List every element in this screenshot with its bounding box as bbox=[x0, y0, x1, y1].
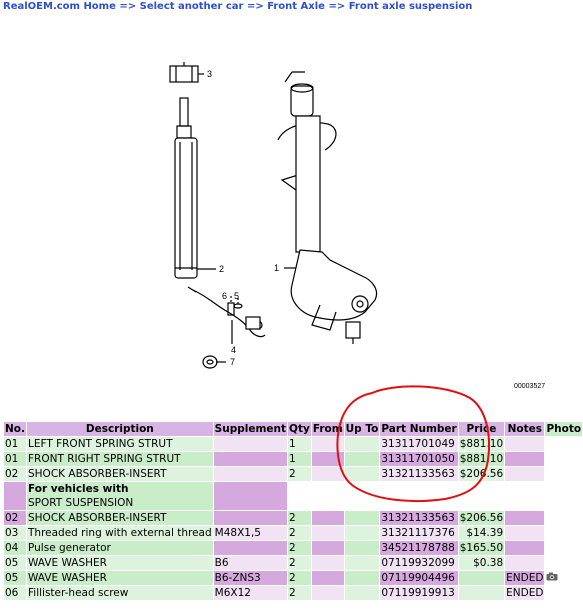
cell-description: SHOCK ABSORBER-INSERT bbox=[27, 467, 213, 481]
cell-from bbox=[312, 586, 344, 600]
group-spacer bbox=[288, 482, 582, 510]
cell-price: $881.10 bbox=[459, 438, 504, 450]
cell-price: $881.10 bbox=[459, 453, 504, 465]
cell-price: $165.50 bbox=[459, 542, 504, 554]
cell-supplement bbox=[214, 511, 287, 525]
cell-upto bbox=[345, 437, 380, 451]
cell-notes bbox=[505, 526, 544, 540]
cell-supplement: B6 bbox=[214, 556, 287, 570]
column-header-part-number: Part Number bbox=[381, 423, 457, 435]
cell-part-number[interactable]: 07119919913 bbox=[380, 586, 457, 600]
group-header-label bbox=[27, 482, 213, 510]
parts-table bbox=[3, 421, 583, 601]
cell-supplement bbox=[214, 452, 287, 466]
cell-no: 01 bbox=[4, 437, 26, 451]
group-header-line1: For vehicles with bbox=[28, 483, 129, 495]
table-row[interactable] bbox=[4, 437, 582, 451]
cell-no: 05 bbox=[4, 571, 26, 585]
cell-part-number[interactable]: 31321117376 bbox=[380, 526, 457, 540]
group-spacer bbox=[214, 482, 287, 510]
cell-qty: 2 bbox=[288, 511, 311, 525]
column-header-supplement: Supplement bbox=[214, 423, 287, 435]
callout-6: 6 bbox=[222, 291, 228, 301]
cell-photo[interactable] bbox=[545, 571, 582, 585]
cell-no: 04 bbox=[4, 541, 26, 555]
cell-description: SHOCK ABSORBER-INSERT bbox=[27, 511, 213, 525]
table-row[interactable] bbox=[4, 586, 582, 600]
cell-upto bbox=[345, 511, 380, 525]
column-header-from: From bbox=[312, 423, 343, 435]
cell-supplement: M6X12 bbox=[214, 586, 287, 600]
cell-description: WAVE WASHER bbox=[27, 571, 213, 585]
callout-7: 7 bbox=[230, 357, 236, 367]
table-row[interactable] bbox=[4, 571, 582, 585]
table-row[interactable] bbox=[4, 452, 582, 466]
cell-description: FRONT RIGHT SPRING STRUT bbox=[27, 452, 213, 466]
cell-from bbox=[312, 452, 344, 466]
cell-upto bbox=[345, 452, 380, 466]
cell-part-number[interactable]: 07119904496 bbox=[380, 571, 457, 585]
cell-notes: ENDED bbox=[506, 572, 544, 584]
cell-no: 06 bbox=[4, 586, 26, 600]
cell-upto bbox=[345, 526, 380, 540]
column-header-qty: Qty bbox=[289, 423, 310, 435]
cell-supplement bbox=[214, 467, 287, 481]
cell-from bbox=[312, 467, 344, 481]
cell-notes bbox=[505, 511, 544, 525]
cell-photo bbox=[545, 526, 582, 540]
cell-upto bbox=[345, 556, 380, 570]
breadcrumb bbox=[3, 1, 472, 12]
cell-upto bbox=[345, 541, 380, 555]
cell-description: Fillister-head screw bbox=[27, 586, 213, 600]
cell-part-number[interactable]: 31321133563 bbox=[380, 511, 457, 525]
table-header-row bbox=[4, 422, 582, 436]
callout-5: 5 bbox=[234, 291, 240, 301]
breadcrumb-subgroup-link[interactable]: Front axle suspension bbox=[348, 1, 473, 12]
breadcrumb-group-link[interactable]: Front Axle bbox=[267, 1, 325, 12]
shock-absorber-part bbox=[175, 98, 197, 278]
cell-qty: 2 bbox=[288, 586, 311, 600]
cell-from bbox=[312, 541, 344, 555]
top-mount-part bbox=[170, 62, 198, 82]
cell-qty: 2 bbox=[288, 467, 311, 481]
cell-from bbox=[312, 437, 344, 451]
cell-no: 01 bbox=[4, 452, 26, 466]
diagram-code: 00003527 bbox=[514, 383, 546, 390]
cell-photo bbox=[545, 586, 582, 600]
cell-qty: 2 bbox=[288, 526, 311, 540]
cell-from bbox=[312, 556, 344, 570]
cell-price bbox=[459, 571, 504, 585]
cell-from bbox=[312, 526, 344, 540]
table-row[interactable] bbox=[4, 526, 582, 540]
cell-notes bbox=[505, 437, 544, 451]
cell-supplement bbox=[214, 541, 287, 555]
cell-notes bbox=[505, 541, 544, 555]
cell-notes bbox=[505, 467, 544, 481]
cell-upto bbox=[345, 467, 380, 481]
cell-photo bbox=[545, 541, 582, 555]
cell-no: 05 bbox=[4, 556, 26, 570]
callout-3: 3 bbox=[207, 69, 213, 79]
cell-part-number[interactable]: 31311701050 bbox=[380, 452, 457, 466]
breadcrumb-select-car-link[interactable]: Select another car bbox=[139, 1, 244, 12]
breadcrumb-separator: => bbox=[119, 1, 137, 12]
cell-part-number[interactable]: 31321133563 bbox=[380, 467, 457, 481]
group-header-line2: SPORT SUSPENSION bbox=[28, 497, 134, 509]
cell-description: Threaded ring with external thread bbox=[28, 527, 212, 539]
table-row[interactable] bbox=[4, 556, 582, 570]
cell-notes: ENDED bbox=[506, 587, 544, 599]
spring-strut-part bbox=[278, 72, 377, 344]
cell-no: 02 bbox=[4, 511, 26, 525]
group-spacer bbox=[4, 482, 26, 510]
cell-description: WAVE WASHER bbox=[27, 556, 213, 570]
cell-qty: 2 bbox=[288, 541, 311, 555]
cell-photo bbox=[545, 556, 582, 570]
column-header-price: Price bbox=[459, 422, 504, 436]
cell-price: $0.38 bbox=[459, 556, 504, 570]
cell-photo bbox=[545, 452, 582, 466]
cell-part-number[interactable]: 34521178788 bbox=[380, 541, 457, 555]
cell-description: Pulse generator bbox=[27, 541, 213, 555]
cell-price: $206.56 bbox=[459, 468, 504, 480]
cell-photo bbox=[545, 467, 582, 481]
callout-1: 1 bbox=[274, 263, 280, 273]
callout-2: 2 bbox=[219, 264, 225, 274]
cell-price bbox=[459, 586, 504, 600]
cell-qty: 2 bbox=[288, 556, 311, 570]
cell-upto bbox=[345, 586, 380, 600]
cell-part-number[interactable]: 07119932099 bbox=[380, 556, 457, 570]
cell-photo bbox=[545, 437, 582, 451]
cell-price: $14.39 bbox=[459, 526, 504, 540]
cell-photo bbox=[545, 511, 582, 525]
breadcrumb-home-link[interactable]: RealOEM.com Home bbox=[3, 1, 116, 12]
callout-4: 4 bbox=[231, 345, 237, 355]
cell-upto bbox=[345, 571, 380, 585]
cell-no: 02 bbox=[4, 467, 26, 481]
group-header-row bbox=[4, 482, 582, 510]
column-header-photo: Photo bbox=[546, 423, 582, 435]
column-header-upto: Up To bbox=[345, 423, 379, 435]
cell-notes bbox=[505, 556, 544, 570]
table-row[interactable] bbox=[4, 511, 582, 525]
column-header-notes: Notes bbox=[505, 422, 544, 436]
breadcrumb-separator: => bbox=[246, 1, 264, 12]
breadcrumb-separator: => bbox=[328, 1, 346, 12]
cell-supplement: M48X1,5 bbox=[214, 526, 287, 540]
cell-description: LEFT FRONT SPRING STRUT bbox=[27, 437, 213, 451]
cell-qty: 1 bbox=[288, 437, 311, 451]
cell-price: $206.56 bbox=[459, 512, 504, 524]
cell-from bbox=[312, 511, 344, 525]
column-header-no: No. bbox=[5, 423, 25, 435]
column-header-description: Description bbox=[27, 422, 213, 436]
table-row[interactable] bbox=[4, 467, 582, 481]
cell-notes bbox=[505, 452, 544, 466]
camera-icon[interactable] bbox=[546, 572, 558, 581]
cell-qty: 2 bbox=[288, 571, 311, 585]
parts-diagram[interactable] bbox=[160, 50, 560, 400]
cell-part-number[interactable]: 31311701049 bbox=[380, 437, 457, 451]
cell-qty: 1 bbox=[288, 452, 311, 466]
grommet-part bbox=[203, 356, 217, 368]
table-row[interactable] bbox=[4, 541, 582, 555]
cell-supplement bbox=[214, 437, 287, 451]
cell-no: 03 bbox=[4, 526, 26, 540]
cell-from bbox=[312, 571, 344, 585]
cell-supplement: B6-ZNS3 bbox=[214, 571, 287, 585]
